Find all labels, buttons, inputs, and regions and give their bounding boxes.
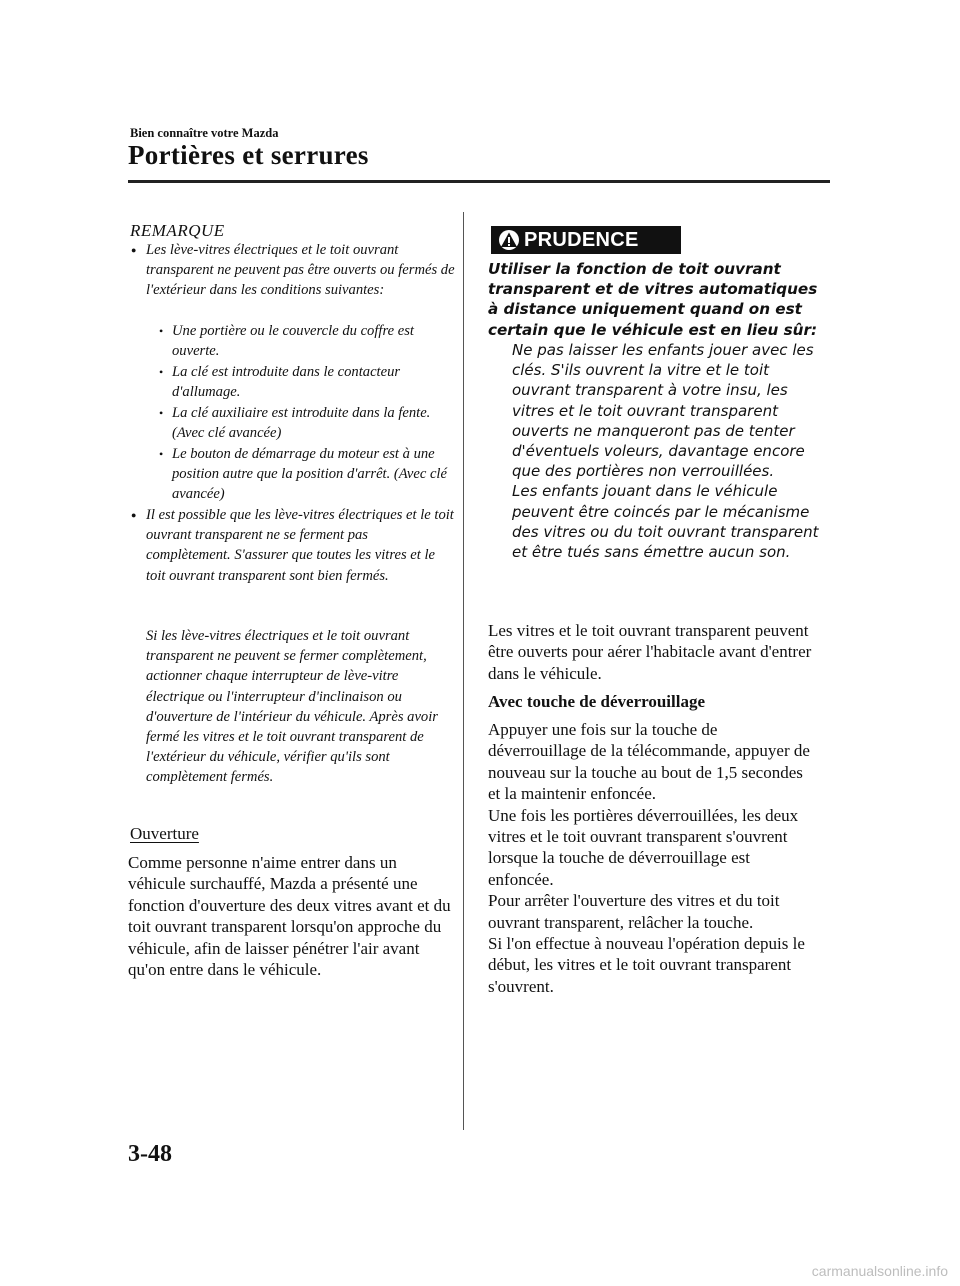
- note-sub-2-text: La clé est introduite dans le contacteur d'allumage.: [172, 364, 401, 401]
- note-sub-4-text: Le bouton de démarrage du moteur est à une position autre que la position d'arrêt. (Avec clé avancée): [172, 446, 447, 503]
- sub-bullet-icon: •: [159, 324, 164, 338]
- page-number: 3-48: [128, 1141, 172, 1167]
- sub-bullet-icon: •: [159, 365, 164, 379]
- note-sub-3: [159, 403, 447, 443]
- bullet-icon: ●: [131, 245, 137, 255]
- intro-text: Les vitres et le toit ouvrant transparent peuvent être ouverts pour aérer l'habitacle avant d'entrer dans le véhicule.: [488, 621, 812, 683]
- unlock-paragraph-4: Si l'on effectue à nouveau l'opération depuis le début, les vitres et le toit ouvrant transparent s'ouvrent.: [488, 934, 805, 996]
- caution-label: PRUDENCE: [524, 229, 639, 251]
- unlock-paragraph-1: Appuyer une fois sur la touche de déverrouillage de la télécommande, appuyer de nouveau sur la touche au bout de 1,5 secondes et la maintenir enfoncée.: [488, 720, 810, 804]
- caution-body: [512, 340, 822, 562]
- sub-bullet-icon: •: [159, 447, 164, 461]
- note-sub-1: [159, 321, 447, 361]
- column-divider: [463, 212, 464, 1130]
- note-bullet-1-text: Les lève-vitres électriques et le toit ouvrant transparent ne peuvent pas être ouverts ou fermés de l'extérieur dans les conditions suivantes:: [146, 242, 455, 299]
- caution-lead: Utiliser la fonction de toit ouvrant transparent et de vitres automatiques à distance uniquement quand on est certain que le véhicule est en lieu sûr:: [488, 260, 818, 339]
- caution-paragraph-1: Ne pas laisser les enfants jouer avec les clés. S'ils ouvrent la vitre et le toit ouvrant transparent à votre insu, les vitres et le toit ouvrant transparent ouverts ne manqueront pas de tenter d'éventuels voleurs, davantage encore que des portières non verrouillées.: [512, 341, 814, 481]
- unlock-instructions: [488, 719, 818, 997]
- sub-bullet-icon: •: [159, 406, 164, 420]
- note-bullet-1: [131, 240, 456, 301]
- page-title: Portières et serrures: [128, 140, 369, 170]
- section-label: Bien connaître votre Mazda: [130, 126, 279, 140]
- note-bullet-2-continued: Si les lève-vitres électriques et le toit ouvrant transparent ne peuvent se fermer complètement, actionner chaque interrupteur de lève-vitre électrique ou l'interrupteur d'inclinaison ou d'ouverture de l'intérieur du véhicule. Après avoir fermé les vitres et le toit ouvrant transparent de l'extérieur du véhicule, vérifier qu'ils sont complètement fermés.: [146, 628, 438, 786]
- caution-paragraph-2: Les enfants jouant dans le véhicule peuvent être coincés par le mécanisme des vitres ou du toit ouvrant transparent et être tués sans émettre aucun son.: [512, 482, 819, 562]
- section-heading-ouverture: Ouverture: [130, 824, 199, 843]
- note-sub-1-text: Une portière ou le couvercle du coffre est ouverte.: [172, 323, 414, 360]
- bullet-icon: ●: [131, 510, 137, 520]
- unlock-paragraph-2: Une fois les portières déverrouillées, les deux vitres et le toit ouvrant transparent s'ouvrent lorsque la touche de déverrouillage est enfoncée.: [488, 805, 799, 889]
- note-sub-3-text: La clé auxiliaire est introduite dans la fente. (Avec clé avancée): [172, 405, 431, 442]
- note-bullet-2-text: Il est possible que les lève-vitres électriques et le toit ouvrant transparent ne se ferment pas complètement. S'assurer que toutes les vitres et le toit ouvrant transparent sont bien fermés.: [146, 507, 454, 584]
- warning-triangle-icon: [498, 229, 520, 251]
- title-rule: [128, 180, 830, 183]
- sub-heading-unlock-button: Avec touche de déverrouillage: [488, 692, 706, 711]
- watermark: carmanualsonline.info: [811, 1263, 948, 1279]
- note-heading: REMARQUE: [130, 221, 225, 240]
- caution-banner: [491, 226, 681, 254]
- note-bullet-2: [131, 505, 456, 586]
- note-sub-4: [159, 444, 452, 505]
- ouverture-text: Comme personne n'aime entrer dans un véhicule surchauffé, Mazda a présenté une fonction d'ouverture des deux vitres avant et du toit ouvrant transparent lorsqu'on approche du véhicule, afin de laisser pénétrer l'air avant qu'on entre dans le véhicule.: [128, 853, 451, 980]
- unlock-paragraph-3: Pour arrêter l'ouverture des vitres et du toit ouvrant transparent, relâcher la touche.: [488, 891, 780, 932]
- note-sub-2: [159, 362, 447, 402]
